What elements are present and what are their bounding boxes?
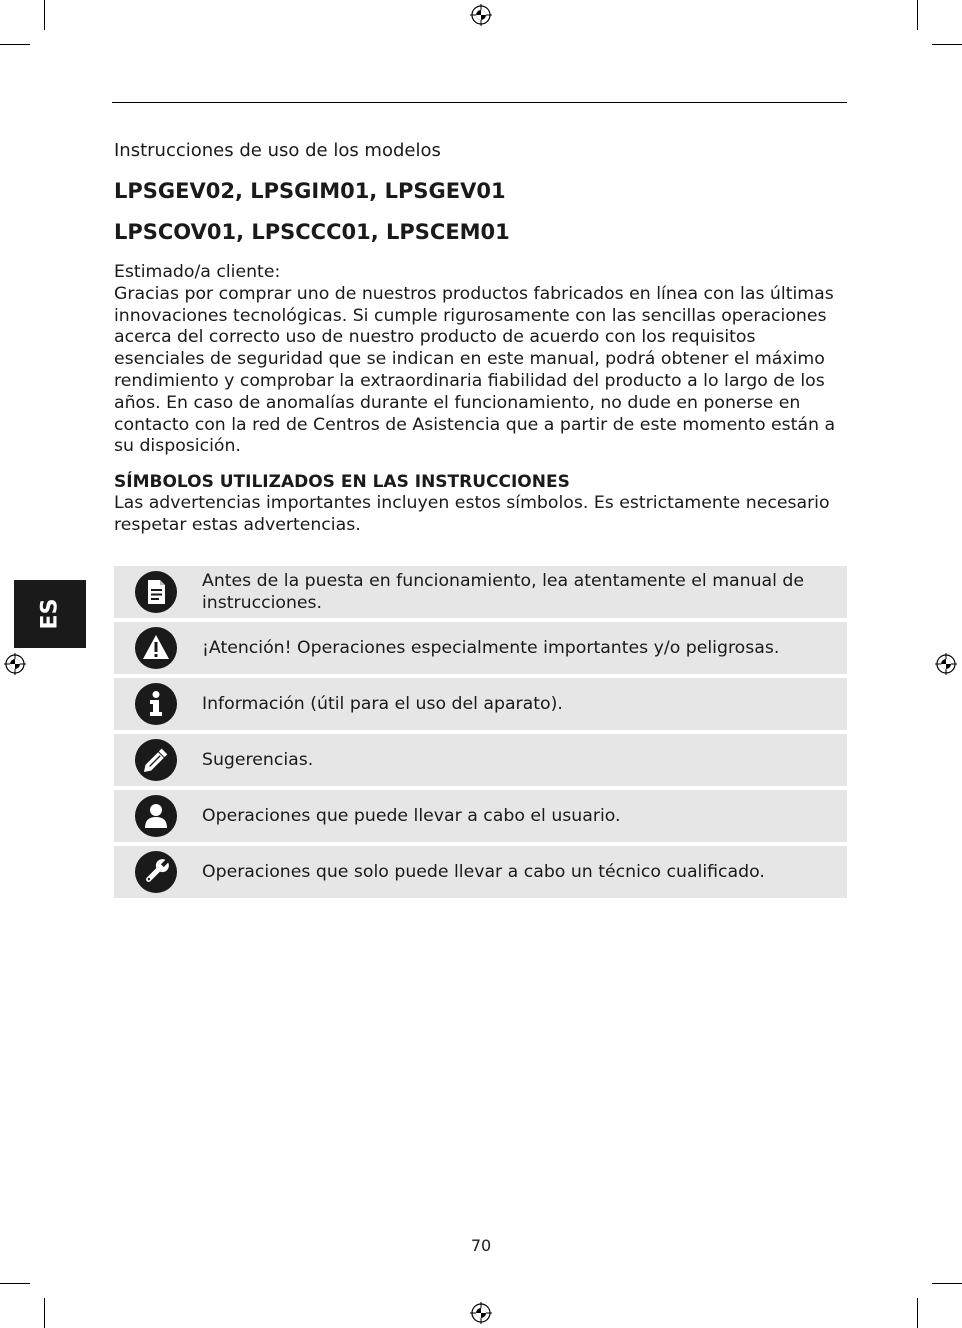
wrench-icon xyxy=(135,851,177,893)
registration-mark-icon xyxy=(470,4,492,26)
symbols-section-intro: Las advertencias importantes incluyen estos símbolos. Es estrictamente necesario respetar estas advertencias. xyxy=(114,493,830,535)
symbol-row xyxy=(114,734,847,786)
crop-mark xyxy=(44,0,45,30)
registration-mark-icon xyxy=(470,1302,492,1324)
symbol-description: Sugerencias. xyxy=(202,750,314,770)
page-number: 70 xyxy=(470,1236,492,1255)
symbol-description: Operaciones que solo puede llevar a cabo un técnico cualificado. xyxy=(202,862,765,882)
symbol-row xyxy=(114,622,847,674)
header-rule xyxy=(112,102,847,103)
info-icon xyxy=(135,683,177,725)
model-list-2: LPSCOV01, LPSCCC01, LPSCEM01 xyxy=(114,220,510,244)
registration-mark-icon xyxy=(4,653,26,675)
symbol-row xyxy=(114,566,847,618)
registration-mark-icon xyxy=(935,653,957,675)
symbol-description: ¡Atención! Operaciones especialmente importantes y/o peligrosas. xyxy=(202,638,780,658)
symbol-row xyxy=(114,846,847,898)
body-paragraph: Gracias por comprar uno de nuestros productos fabricados en línea con las últimas innovaciones tecnológicas. Si cumple rigurosamente con las sencillas operaciones acerca del correcto uso de nuestro producto de acuerdo con los requisitos esenciales de seguridad que se indican en este manual, podrá obtener el máximo rendimiento y comprobar la extraordinaria fiabilidad del producto a lo largo de los años. En caso de anomalías durante el funcionamiento, no dude en ponerse en contacto con la red de Centros de Asistencia que a partir de este momento están a su disposición. xyxy=(114,283,836,457)
language-tab xyxy=(14,580,86,648)
symbol-description: Antes de la puesta en funcionamiento, lea atentamente el manual de instrucciones. xyxy=(202,571,805,613)
symbol-description: Información (útil para el uso del aparato). xyxy=(202,694,563,714)
pencil-icon xyxy=(135,739,177,781)
symbol-row xyxy=(114,678,847,730)
page-content xyxy=(114,139,849,537)
crop-mark xyxy=(917,1298,918,1328)
warning-icon xyxy=(135,627,177,669)
symbol-description: Operaciones que puede llevar a cabo el usuario. xyxy=(202,806,621,826)
greeting: Estimado/a cliente: xyxy=(114,262,281,282)
crop-mark xyxy=(932,44,962,45)
symbols-section-title: SÍMBOLOS UTILIZADOS EN LAS INSTRUCCIONES xyxy=(114,472,570,493)
user-icon xyxy=(135,795,177,837)
crop-mark xyxy=(0,1283,30,1284)
document-icon xyxy=(135,571,177,613)
model-list-1: LPSGEV02, LPSGIM01, LPSGEV01 xyxy=(114,179,506,203)
language-tab-label: ES xyxy=(37,598,63,630)
crop-mark xyxy=(44,1298,45,1328)
crop-mark xyxy=(917,0,918,30)
crop-mark xyxy=(932,1283,962,1284)
symbols-table xyxy=(114,566,847,902)
crop-mark xyxy=(0,44,30,45)
symbol-row xyxy=(114,790,847,842)
intro-line: Instrucciones de uso de los modelos xyxy=(114,140,441,161)
